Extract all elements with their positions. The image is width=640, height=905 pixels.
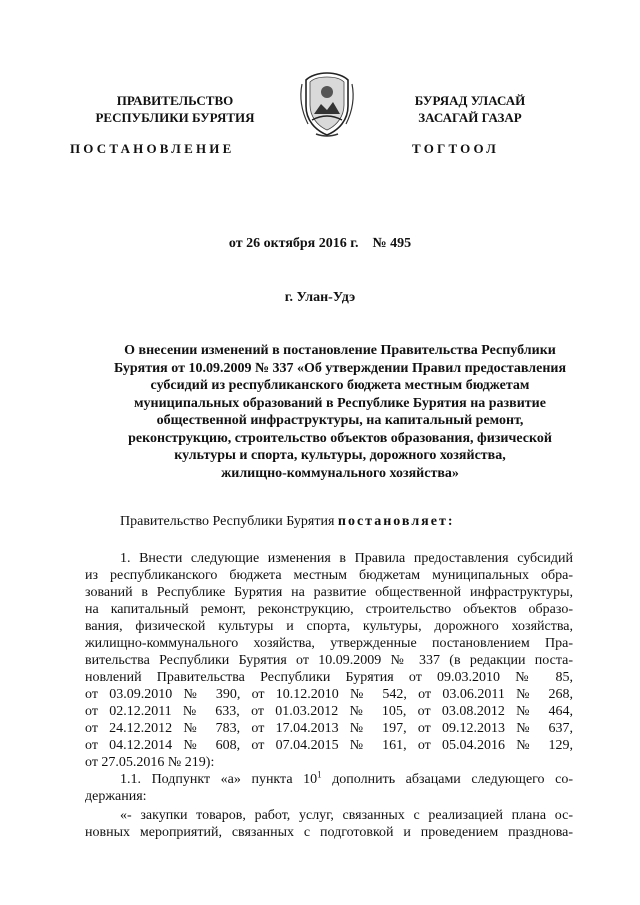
paragraph-1-1-text-end: дополнить абзацами следующего со- [321,772,573,787]
paragraph-line: от 02.12.2011 № 633, от 01.03.2012 № 105, от 03.08.2012 № 464, [85,704,573,719]
paragraph-line: от 03.09.2010 № 390, от 10.12.2010 № 542, от 03.06.2011 № 268, [85,687,573,702]
title-line: общественной инфраструктуры, на капитальный ремонт, [156,413,524,428]
paragraph-line: новлений Правительства Республики Бурятия от 09.03.2010 № 85, [85,670,573,685]
preamble [120,514,455,530]
paragraph-line: из республиканского бюджета местным бюджетам муниципальных обра- [85,568,573,583]
paragraph-line: от 27.05.2016 № 219): [85,755,215,770]
paragraph-line: жилищно-коммунального хозяйства, утвержденные постановлением Пра- [85,636,573,651]
title-line: культуры и спорта, культуры, дорожного хозяйства, [174,448,506,463]
paragraph-line: вания, физической культуры и спорта, культуры, дорожного хозяйства, [85,619,573,634]
paragraph-line: от 04.12.2014 № 608, от 07.04.2015 № 161, от 05.04.2016 № 129, [85,738,573,753]
title-line: О внесении изменений в постановление Правительства Республики [124,343,556,358]
preamble-text: Правительство Республики Бурятия [120,514,338,529]
paragraph-line: от 24.12.2012 № 783, от 17.04.2013 № 197, от 09.12.2013 № 637, [85,721,573,736]
paragraph-line: новных мероприятий, связанных с подготовкой и проведением празднова- [85,825,573,840]
superscript-mark: 1 [317,769,322,780]
title-line: субсидий из республиканского бюджета местным бюджетам [150,378,530,393]
header-left-line1: ПРАВИТЕЛЬСТВО [116,93,234,108]
doc-type-right: ТОГТООЛ [412,141,500,156]
paragraph-1-1-line [120,771,573,788]
doc-type-left: ПОСТАНОВЛЕНИЕ [70,141,235,156]
title-line: жилищно-коммунального хозяйства» [221,465,459,481]
paragraph-1-1-text: 1.1. Подпункт «а» пункта 10 [120,772,318,787]
header-right-line2: ЗАСАГАЙ ГАЗАР [418,110,522,125]
header-left-line2: РЕСПУБЛИКИ БУРЯТИЯ [95,110,255,125]
title-line: реконструкцию, строительство объектов образования, физической [128,430,552,446]
paragraph-line: вительства Республики Бурятия от 10.09.2009 № 337 (в редакции поста- [85,653,573,668]
title-line: Бурятия от 10.09.2009 № 337 «Об утверждении Правил предоставления [113,360,567,376]
header-right-government [360,92,580,126]
header-right-line1: БУРЯАД УЛАСАЙ [414,93,526,108]
paragraph-line: «- закупки товаров, работ, услуг, связанных с реализацией плана ос- [120,808,573,823]
document-title [100,342,580,482]
header-left-government [60,92,290,126]
preamble-decree-word: постановляет: [337,514,455,529]
paragraph-line: 1. Внести следующие изменения в Правила предоставления субсидий [120,551,573,566]
coat-of-arms-emblem [296,70,358,138]
paragraph-line: на капитальный ремонт, реконструкцию, строительство объектов образо- [85,602,573,617]
city: г. Улан-Удэ [284,290,356,305]
title-line: муниципальных образований в Республике Бурятия на развитие [134,395,546,411]
paragraph-line: держания: [85,789,147,804]
date-number: от 26 октября 2016 г. № 495 [228,236,412,251]
paragraph-line: зований в Республике Бурятия на развитие общественной инфраструктуры, [85,585,573,600]
